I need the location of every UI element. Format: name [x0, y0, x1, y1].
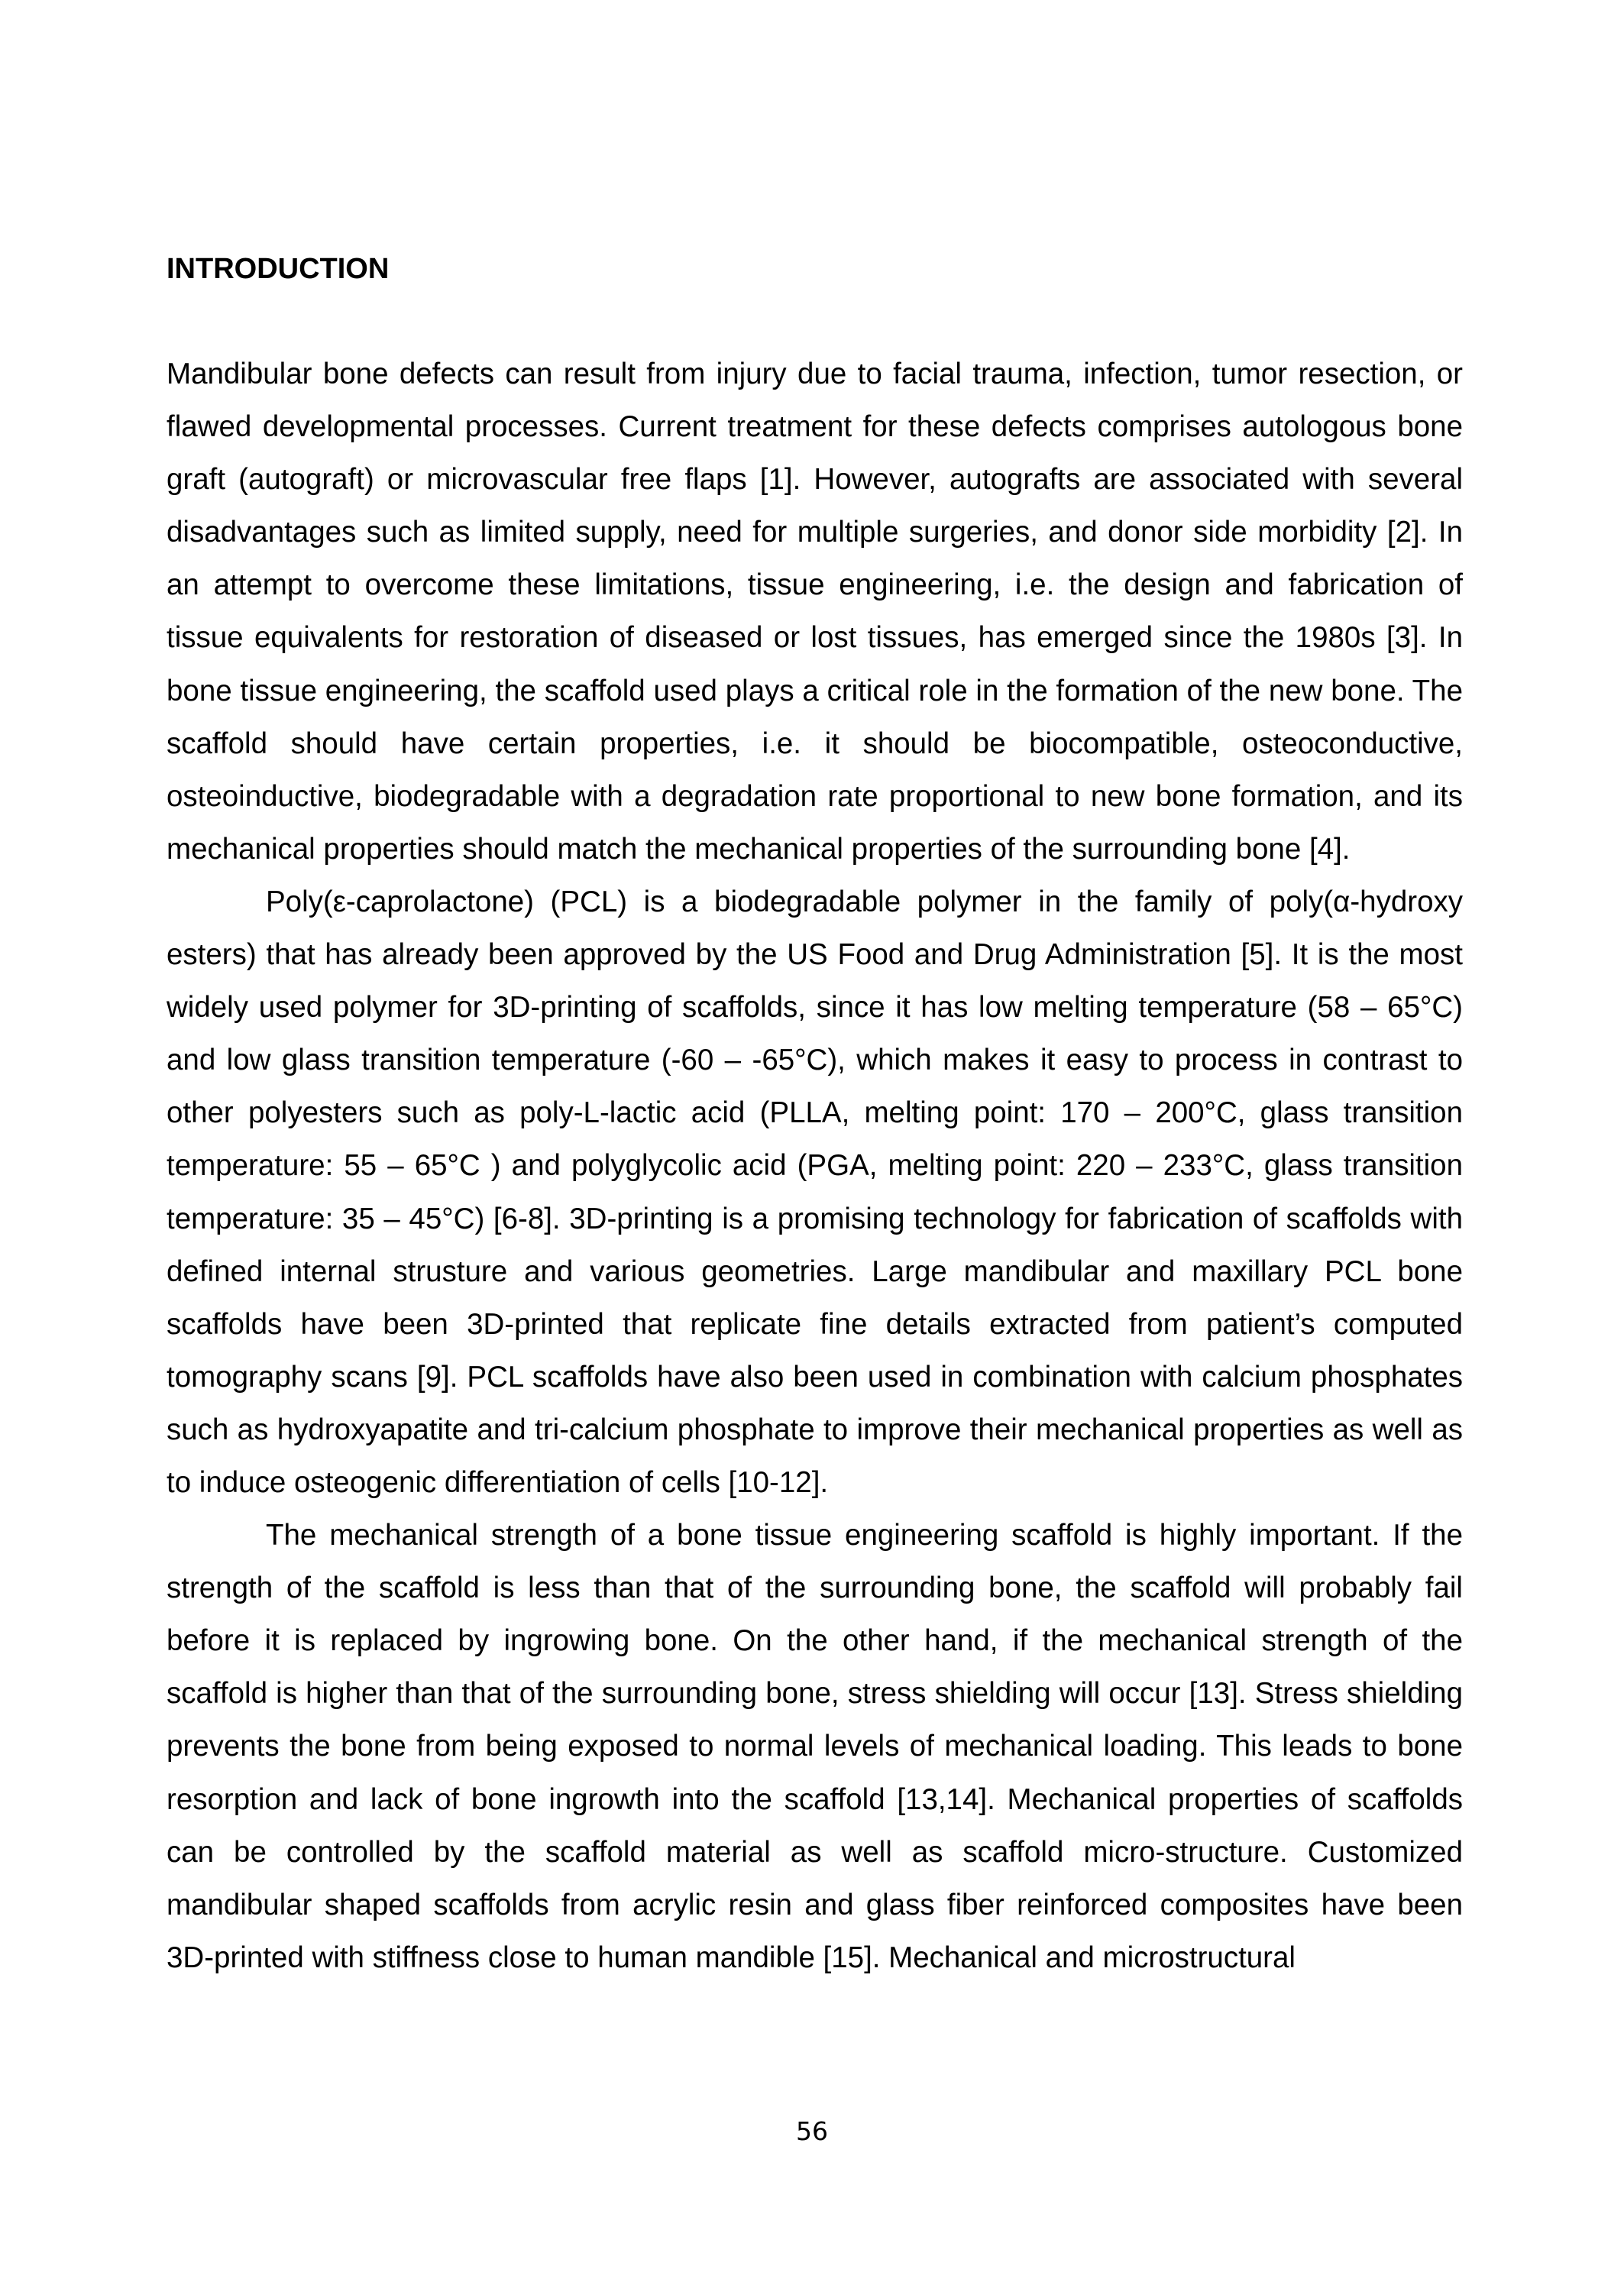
paragraph-2: Poly(ε-caprolactone) (PCL) is a biodegradable polymer in the family of poly(α-hydroxy esters) that has already been approved by the US Food and Drug Administration [5]. It is the most widely used polymer for 3D-printing of scaffolds, since it has low melting temperature (58 – 65°C) and low glass transition temperature (-60 – -65°C), which makes it easy to process in contrast to other polyesters such as poly-L-lactic acid (PLLA, melting point: 170 – 200°C, glass transition temperature: 55 – 65°C ) and polyglycolic acid (PGA, melting point: 220 – 233°C, glass transition temperature: 35 – 45°C) [6-8]. 3D-printing is a promising technology for fabrication of scaffolds with defined internal strusture and various geometries. Large mandibular and maxillary PCL bone scaffolds have been 3D-printed that replicate fine details extracted from patient’s computed tomography scans [9]. PCL scaffolds have also been used in combination with calcium phosphates such as hydroxyapatite and tri-calcium phosphate to improve their mechanical properties as well as to induce osteogenic differentiation of cells [10-12]. [167, 885, 1463, 1499]
paragraph-1: Mandibular bone defects can result from injury due to facial trauma, infection, tumor resection, or flawed developmental processes. Current treatment for these defects comprises autologous bone graft (autograft) or microvascular free flaps [1]. However, autografts are associated with several disadvantages such as limited supply, need for multiple surgeries, and donor side morbidity [2]. In an attempt to overcome these limitations, tissue engineering, i.e. the design and fabrication of tissue equivalents for restoration of diseased or lost tissues, has emerged since the 1980s [3]. In bone tissue engineering, the scaffold used plays a critical role in the formation of the new bone. The scaffold should have certain properties, i.e. it should be biocompatible, osteoconductive, osteoinductive, biodegradable with a degradation rate proportional to new bone formation, and its mechanical properties should match the mechanical properties of the surrounding bone [4]. [167, 358, 1463, 866]
page-number: 56 [796, 2116, 828, 2146]
paragraph-3: The mechanical strength of a bone tissue engineering scaffold is highly important. If the strength of the scaffold is less than that of the surrounding bone, the scaffold will probably fail before it is replaced by ingrowing bone. On the other hand, if the mechanical strength of the scaffold is higher than that of the surrounding bone, stress shielding will occur [13]. Stress shielding prevents the bone from being exposed to normal levels of mechanical loading. This leads to bone resorption and lack of bone ingrowth into the scaffold [13,14]. Mechanical properties of scaffolds can be controlled by the scaffold material as well as scaffold micro-structure. Customized mandibular shaped scaffolds from acrylic resin and glass fiber reinforced composites have been 3D-printed with stiffness close to human mandible [15]. Mechanical and microstructural [167, 1519, 1463, 1974]
body-text [167, 348, 1463, 1984]
section-heading: INTRODUCTION [167, 253, 390, 285]
